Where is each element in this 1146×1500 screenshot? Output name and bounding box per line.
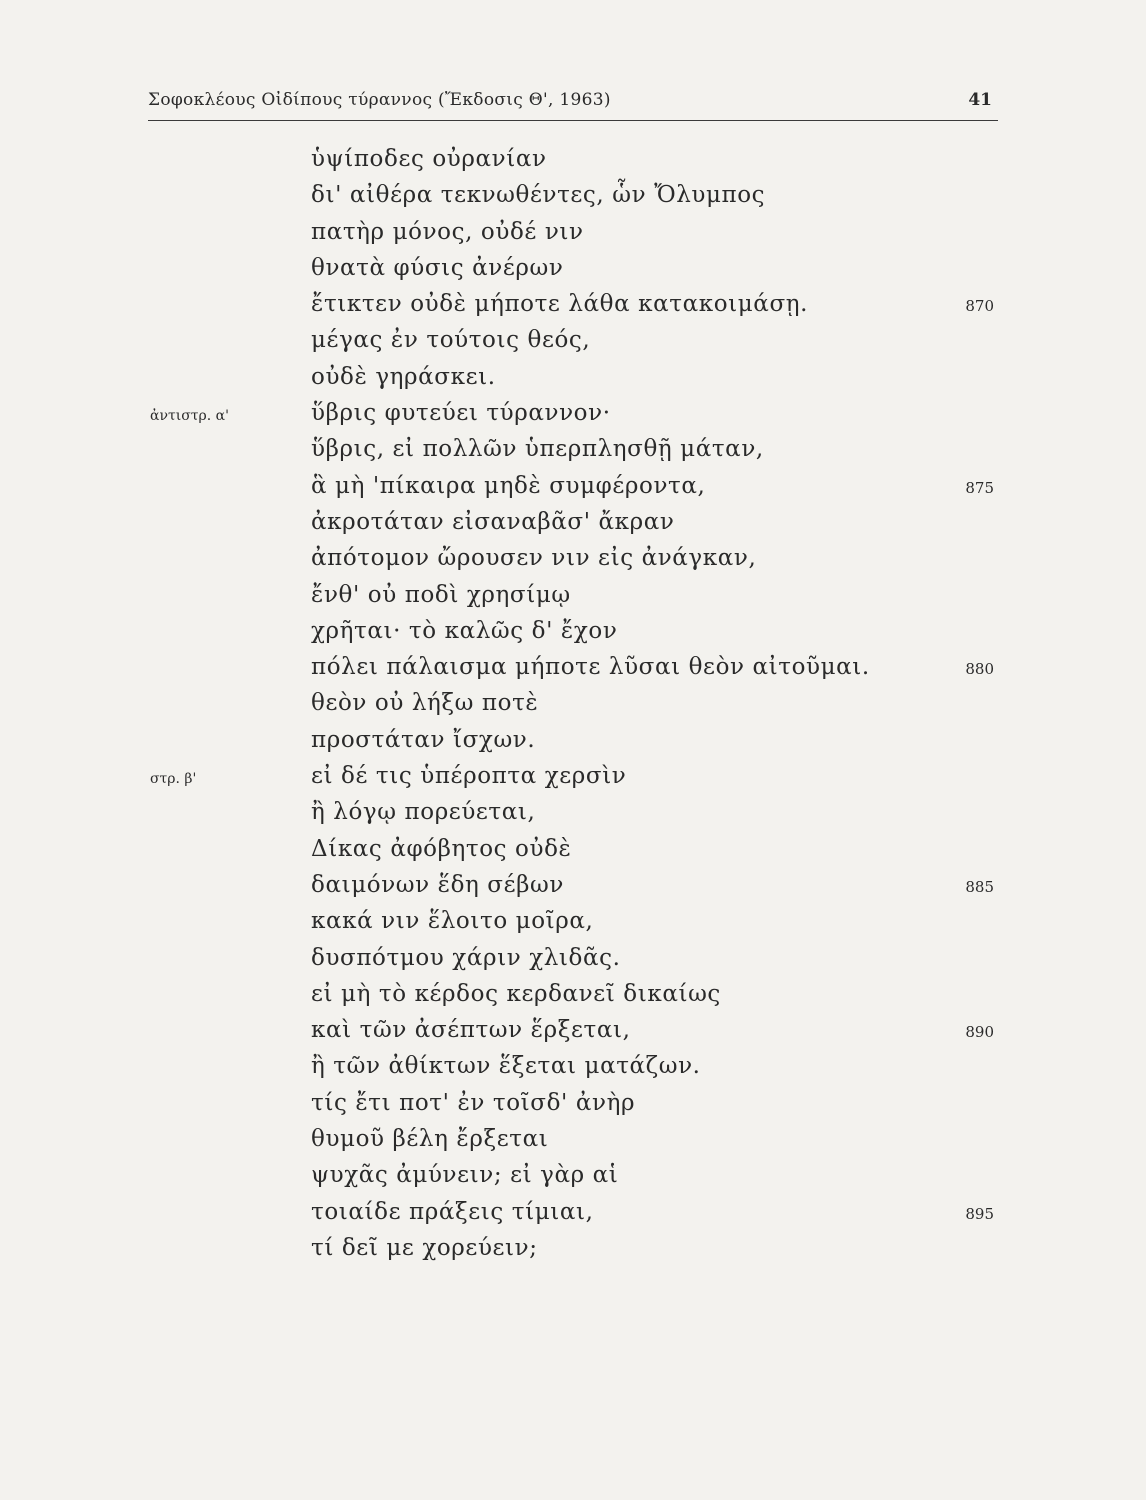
verse-text: δι' αἰθέρα τεκνωθέντες, ὧν Ὄλυμπος (311, 182, 766, 209)
verse-line (0, 219, 1146, 255)
verse-line (0, 182, 1146, 218)
verse-line (0, 436, 1146, 472)
verse-text: δυσπότμου χάριν χλιδᾶς. (311, 944, 621, 971)
verse-text: πατὴρ μόνος, οὐδέ νιν (311, 218, 584, 245)
verse-line (0, 1162, 1146, 1198)
verse-line (0, 146, 1146, 182)
verse-text: οὐδὲ γηράσκει. (311, 363, 496, 390)
verse-line (0, 836, 1146, 872)
verse-text: Δίκας ἀφόβητος οὐδὲ (311, 835, 572, 862)
verse-text: ἢ λόγῳ πορεύεται, (311, 799, 536, 826)
verse-text: ὕβρις, εἰ πολλῶν ὑπερπλησθῇ μάταν, (311, 436, 764, 463)
verse-line (0, 545, 1146, 581)
verse-text: ὕβρις φυτεύει τύραννον· (311, 400, 611, 427)
verse-text: καὶ τῶν ἀσέπτων ἕρξεται, (311, 1017, 631, 1044)
page-header (148, 86, 998, 121)
line-number: 885 (965, 877, 994, 896)
verse-text: ἔνθ' οὐ ποδὶ χρησίμῳ (311, 581, 571, 608)
verse-text: ἃ μὴ 'πίκαιρα μηδὲ συμφέροντα, (311, 472, 706, 499)
verse-text: ἀπότομον ὤρουσεν νιν εἰς ἀνάγκαν, (311, 545, 757, 572)
verse-text: τίς ἔτι ποτ' ἐν τοῖσδ' ἀνὴρ (311, 1089, 636, 1116)
verse-line (0, 400, 1146, 436)
line-number: 890 (965, 1023, 994, 1042)
verse-text: χρῆται· τὸ καλῶς δ' ἔχον (311, 617, 618, 644)
verse-line (0, 654, 1146, 690)
verse-text: εἰ μὴ τὸ κέρδος κερδανεῖ δικαίως (311, 980, 721, 1007)
verse-text: τοιαίδε πράξεις τίμιαι, (311, 1198, 594, 1225)
line-number: 895 (965, 1204, 994, 1223)
verse-line (0, 799, 1146, 835)
verse-line (0, 1053, 1146, 1089)
line-number: 875 (965, 478, 994, 497)
verse-line (0, 509, 1146, 545)
verse-text: πόλει πάλαισμα μήποτε λῦσαι θεὸν αἰτοῦμαι. (311, 654, 870, 681)
page-number: 41 (968, 90, 992, 110)
verse-line (0, 255, 1146, 291)
verse-line (0, 1017, 1146, 1053)
verse-text: δαιμόνων ἕδη σέβων (311, 871, 564, 898)
strophe-label: ἀντιστρ. α' (150, 408, 229, 425)
verse-line (0, 1199, 1146, 1235)
verse-text: θυμοῦ βέλη ἔρξεται (311, 1126, 549, 1153)
verse-line (0, 727, 1146, 763)
verse-text: θεὸν οὐ λήξω ποτὲ (311, 690, 539, 717)
strophe-label: στρ. β' (150, 771, 197, 788)
verse-line (0, 872, 1146, 908)
verse-text: μέγας ἐν τούτοις θεός, (311, 327, 591, 354)
verse-line (0, 473, 1146, 509)
verse-text: ὑψίποδες οὐρανίαν (311, 146, 547, 172)
verse-line (0, 582, 1146, 618)
verse-block (0, 146, 1146, 1271)
verse-line (0, 291, 1146, 327)
verse-text: εἰ δέ τις ὑπέροπτα χερσὶν (311, 763, 627, 790)
verse-line (0, 690, 1146, 726)
verse-text: θνατὰ φύσις ἀνέρων (311, 254, 564, 281)
verse-text: τί δεῖ με χορεύειν; (311, 1234, 538, 1261)
line-number: 870 (965, 297, 994, 316)
running-title: Σοφοκλέους Οἰδίπους τύραννος (Ἔκδοσις Θ', 1963) (148, 90, 611, 110)
verse-line (0, 945, 1146, 981)
verse-line (0, 1126, 1146, 1162)
verse-line (0, 981, 1146, 1017)
verse-line (0, 763, 1146, 799)
verse-line (0, 364, 1146, 400)
line-number: 880 (965, 660, 994, 679)
verse-line (0, 908, 1146, 944)
verse-text: ἢ τῶν ἀθίκτων ἕξεται ματάζων. (311, 1053, 701, 1080)
verse-text: ἔτικτεν οὐδὲ μήποτε λάθα κατακοιμάσῃ. (311, 291, 809, 318)
verse-text: κακά νιν ἕλοιτο μοῖρα, (311, 908, 594, 935)
verse-line (0, 1090, 1146, 1126)
verse-line (0, 327, 1146, 363)
verse-text: ψυχᾶς ἀμύνειν; εἰ γὰρ αἱ (311, 1162, 619, 1189)
verse-line (0, 1235, 1146, 1271)
verse-text: ἀκροτάταν εἰσαναβᾶσ' ἄκραν (311, 508, 675, 535)
verse-line (0, 618, 1146, 654)
verse-text: προστάταν ἴσχων. (311, 726, 536, 753)
